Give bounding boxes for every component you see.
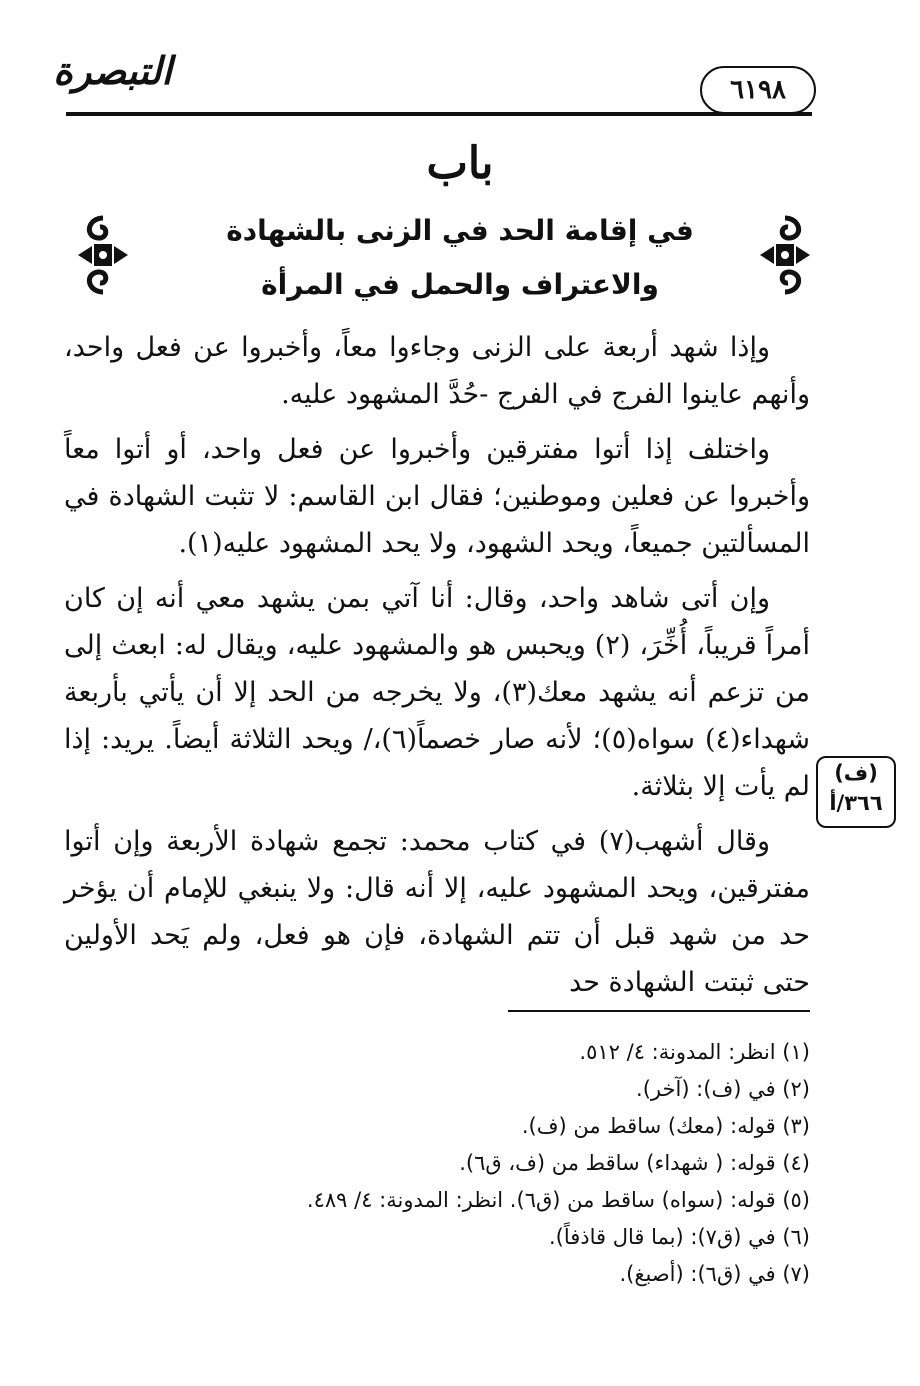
footnote: (٦) في (ق٧): (بما قال قاذفاً). bbox=[548, 1225, 810, 1249]
footnote: (٥) قوله: (سواه) ساقط من (ق٦). انظر: المدونة: ٤/ ٤٨٩. bbox=[306, 1188, 810, 1212]
paragraph: وقال أشهب(٧) في كتاب محمد: تجمع شهادة الأربعة وإن أتوا مفترقين، ويحد المشهود عليه، إلا أنه قال: ولا ينبغي للإمام أن يؤخر حد من شهد قبل أن تتم الشهادة، فإن هو فعل، ولم يَحد الأولين حتى ثبتت الشهادة حد bbox=[64, 826, 810, 998]
footnote: (٢) في (ف): (آخر). bbox=[636, 1077, 810, 1101]
chapter-subtitle-line2: والاعتراف والحمل في المرأة bbox=[261, 268, 659, 301]
manuscript-margin-note bbox=[816, 756, 896, 828]
paragraph: وإن أتى شاهد واحد، وقال: أنا آتي بمن يشهد معي أنه إن كان أمراً قريباً، أُخِّرَ، (٢) ويحبس هو والمشهود عليه، ويقال له: ابعث إلى من تزعم أنه يشهد معك(٣)، ولا يخرجه من الحد إلا أن يأتي بأربعة شهداء(٤) سواه(٥)؛ لأنه صار خصماً(٦)،/ ويحد الثلاثة أيضاً. يريد: إذا لم يأت إلا بثلاثة. bbox=[64, 583, 811, 802]
margin-note-line: ٣٦٦/أ bbox=[829, 791, 883, 815]
chapter-heading: باب bbox=[426, 138, 494, 189]
chapter-subtitle-line1: في إقامة الحد في الزنى بالشهادة bbox=[226, 214, 694, 247]
paragraph: واختلف إذا أتوا مفترقين وأخبروا عن فعل واحد، أو أتوا معاً وأخبروا عن فعلين وموطنين؛ فقال ابن القاسم: لا تثبت الشهادة في المسألتين جميعاً، ويحد الشهود، ولا يحد المشهود عليه(١). bbox=[64, 434, 810, 559]
footnote: (٧) في (ق٦): (أصبغ). bbox=[619, 1262, 810, 1286]
page-number: ٦١٩٨ bbox=[700, 66, 816, 114]
footnote: (١) انظر: المدونة: ٤/ ٥١٢. bbox=[579, 1040, 810, 1064]
footnote: (٤) قوله: ( شهداء) ساقط من (ف، ق٦). bbox=[459, 1151, 810, 1175]
header-rule bbox=[66, 112, 812, 116]
margin-note-line: (ف) bbox=[834, 761, 878, 785]
footnote: (٣) قوله: (معك) ساقط من (ف). bbox=[521, 1114, 810, 1138]
footnotes bbox=[260, 1034, 810, 1293]
book-title: التبصرة bbox=[53, 48, 172, 93]
paragraph: وإذا شهد أربعة على الزنى وجاءوا معاً، وأخبروا عن فعل واحد، وأنهم عاينوا الفرج في الفرج -حُدَّ المشهود عليه. bbox=[64, 332, 810, 410]
main-text bbox=[64, 324, 810, 1014]
footnote-divider bbox=[508, 1010, 810, 1012]
ornament-left-icon bbox=[68, 210, 138, 300]
ornament-right-icon bbox=[750, 210, 820, 300]
